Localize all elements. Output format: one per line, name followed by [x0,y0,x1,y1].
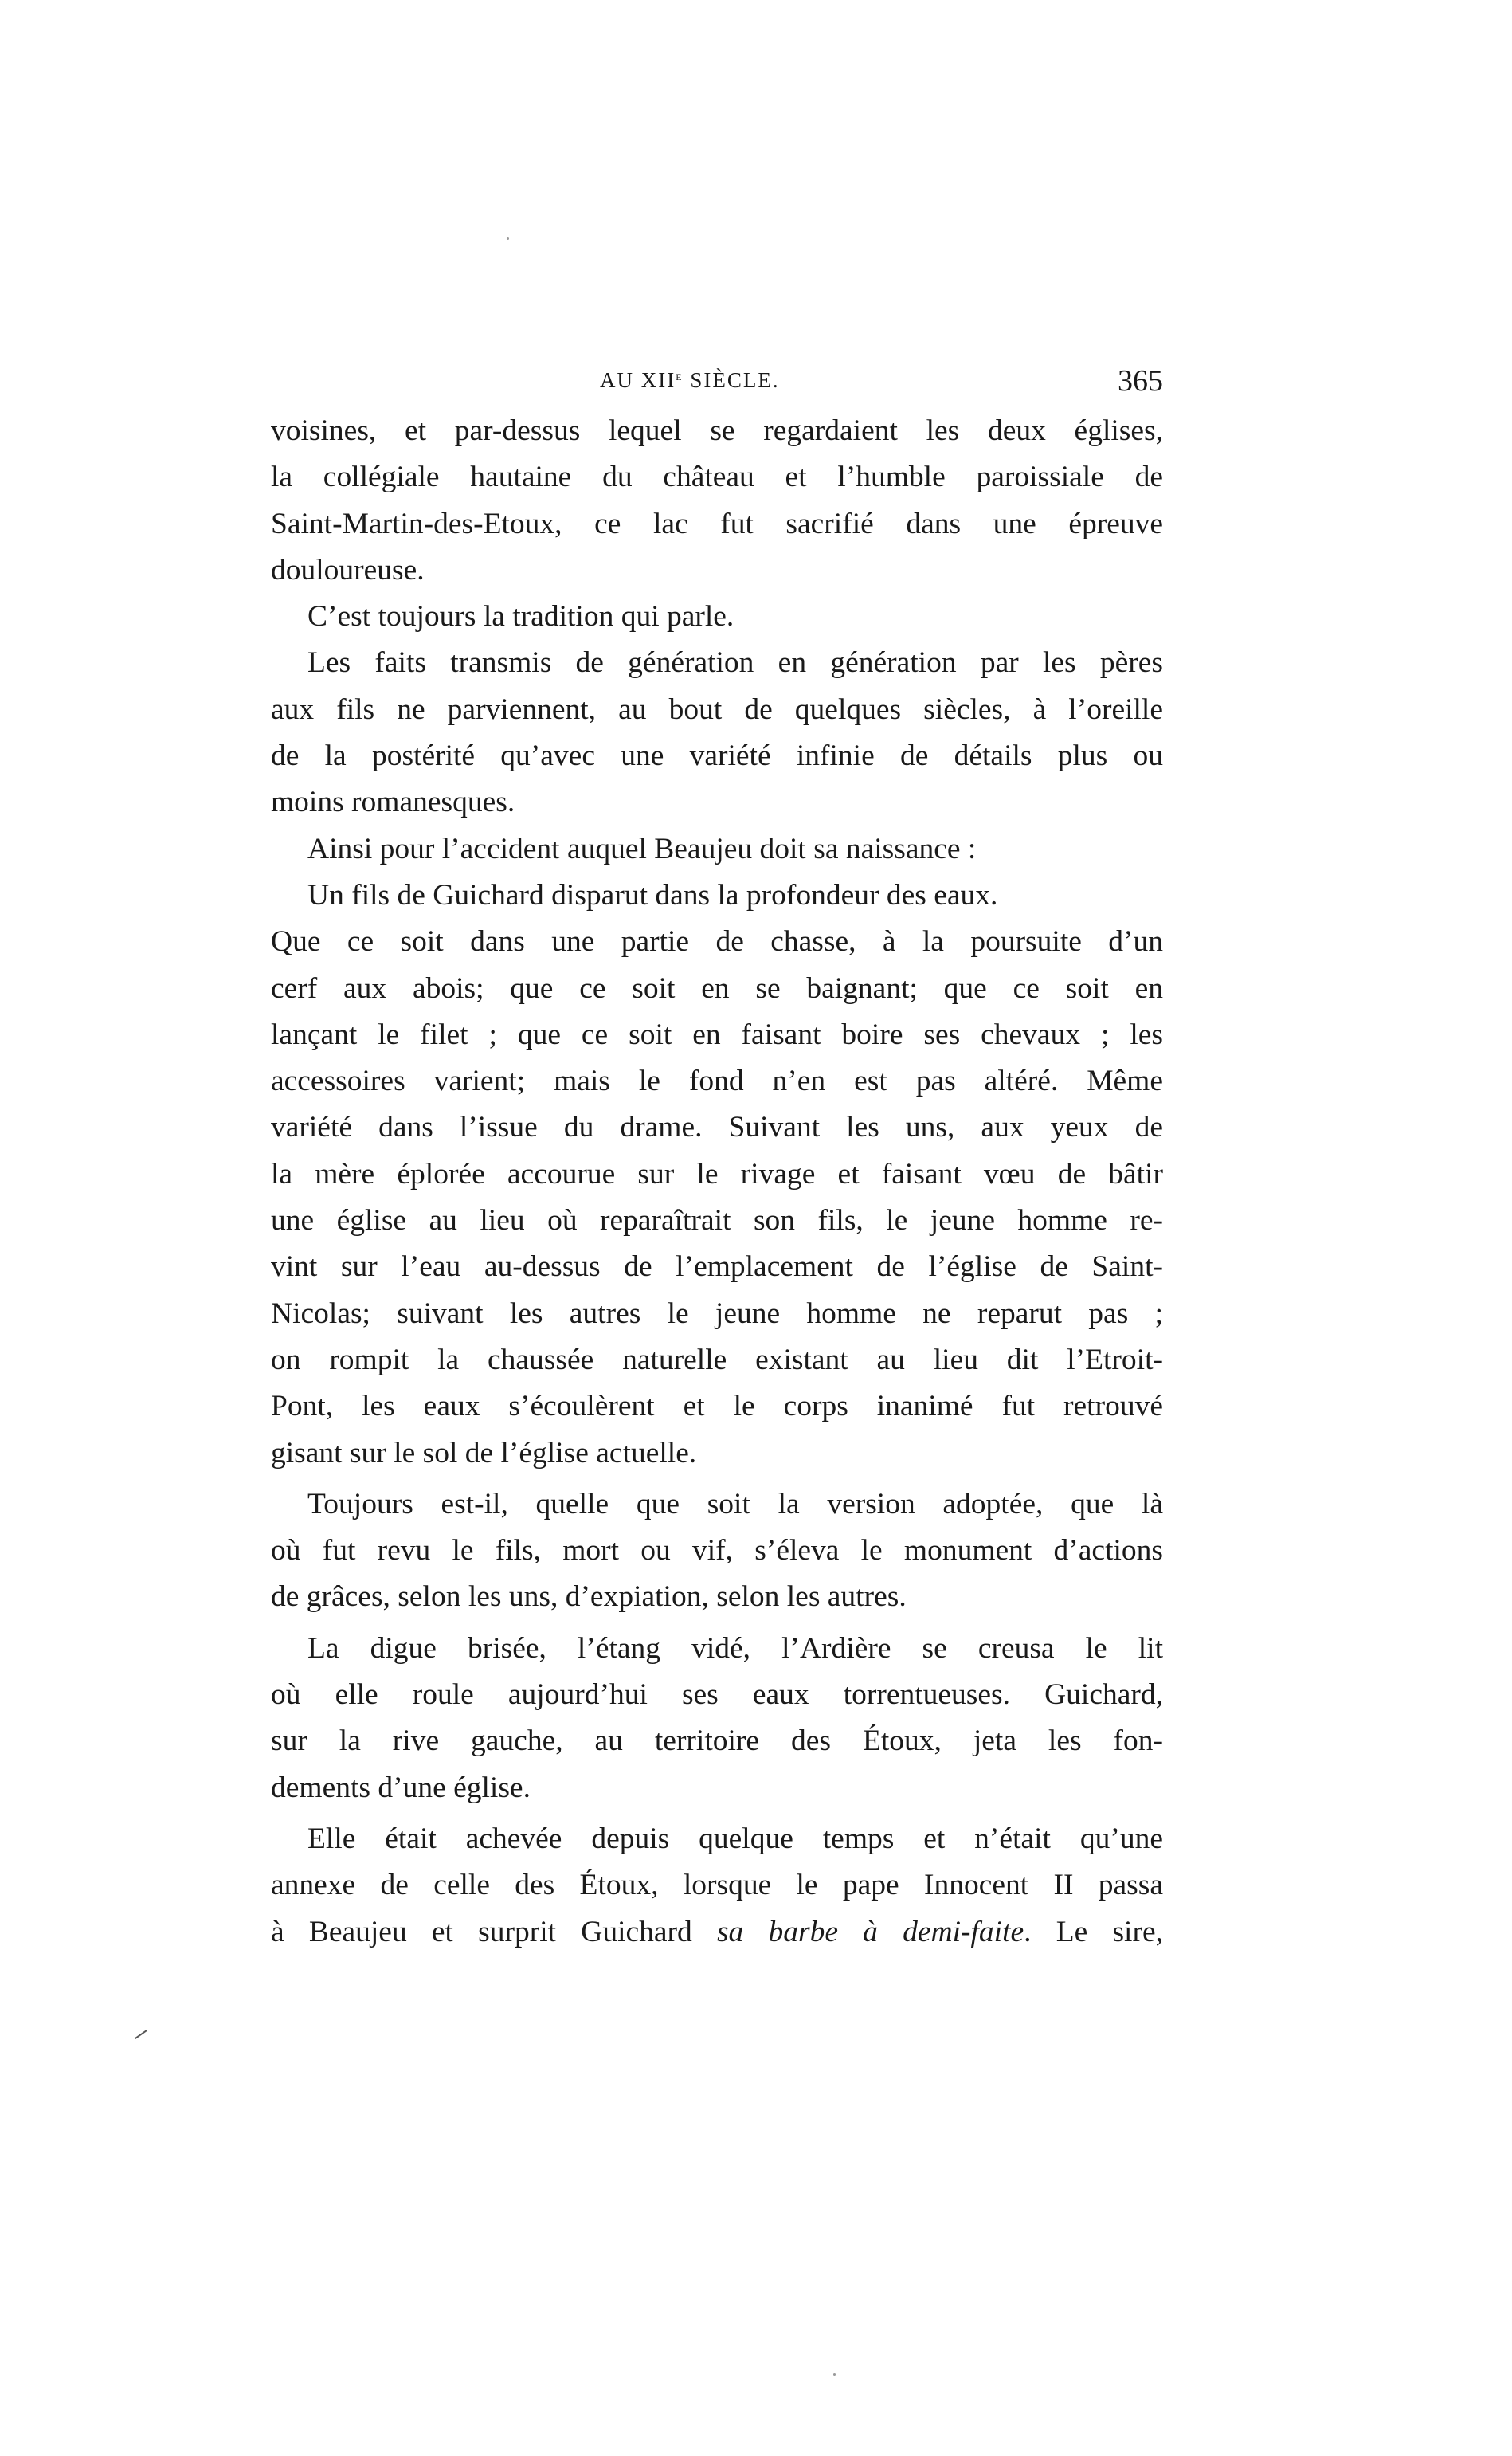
text-line: voisines, et par-dessus lequel se regardaient les deux églises, [271,414,1163,447]
text-line: Toujours est-il, quelle que soit la version adoptée, que là [307,1487,1163,1520]
running-title: AU XIIe SIÈCLE. [600,368,780,392]
running-head [271,363,1163,403]
page-number: 365 [1118,364,1163,398]
text-line: aux fils ne parviennent, au bout de quelques siècles, à l’oreille [271,692,1163,726]
text-line: de la postérité qu’avec une variété infinie de détails plus ou [271,740,1163,773]
text-line: C’est toujours la tradition qui parle. [307,600,734,634]
text-line: moins romanesques. [271,786,515,819]
margin-mark [135,2030,147,2039]
text-line: sur la rive gauche, au territoire des Étoux, jeta les fon- [271,1724,1163,1758]
text-line: on rompit la chaussée naturelle existant au lieu dit l’Etroit- [271,1343,1163,1376]
body-text [271,408,1163,1956]
text-line: cerf aux abois; que ce soit en se baignant; que ce soit en [271,971,1163,1005]
text-line: Pont, les eaux s’écoulèrent et le corps inanimé fut retrouvé [271,1390,1163,1423]
text-line: la mère éplorée accourue sur le rivage et faisant vœu de bâtir [271,1157,1163,1191]
text-line: Les faits transmis de génération en génération par les pères [307,646,1163,680]
text-line: accessoires varient; mais le fond n’en est pas altéré. Même [271,1065,1163,1098]
text-line: Que ce soit dans une partie de chasse, à la poursuite d’un [271,925,1163,959]
text-line: une église au lieu où reparaîtrait son fils, le jeune homme re- [271,1204,1163,1238]
paper-speck [507,237,509,240]
text-line: Ainsi pour l’accident auquel Beaujeu doit sa naissance : [307,832,977,865]
text-line: la collégiale hautaine du château et l’humble paroissiale de [271,461,1163,494]
text-line: Nicolas; suivant les autres le jeune homme ne reparut pas ; [271,1297,1163,1330]
text-line: de grâces, selon les uns, d’expiation, selon les autres. [271,1580,907,1614]
text-line-final: à Beaujeu et surprit Guichard sa barbe à demi-faite. Le sire, [271,1915,1163,1948]
text-line: douloureuse. [271,553,425,587]
italic-phrase: sa barbe à demi-faite [716,1915,1024,1948]
text-line: où elle roule aujourd’hui ses eaux torrentueuses. Guichard, [271,1678,1163,1712]
text-line: variété dans l’issue du drame. Suivant les uns, aux yeux de [271,1111,1163,1144]
text-line: La digue brisée, l’étang vidé, l’Ardière se creusa le lit [307,1631,1163,1665]
text-line: dements d’une église. [271,1771,531,1804]
text-line: Un fils de Guichard disparut dans la profondeur des eaux. [307,878,998,912]
text-line: lançant le filet ; que ce soit en faisant boire ses chevaux ; les [271,1018,1163,1051]
text-line: Elle était achevée depuis quelque temps et n’était qu’une [307,1822,1163,1855]
text-line: gisant sur le sol de l’église actuelle. [271,1436,697,1469]
text-line: Saint-Martin-des-Etoux, ce lac fut sacrifié dans une épreuve [271,507,1163,540]
text-line: vint sur l’eau au-dessus de l’emplacement de l’église de Saint- [271,1250,1163,1284]
text-line: annexe de celle des Étoux, lorsque le pape Innocent II passa [271,1869,1163,1902]
text-line: où fut revu le fils, mort ou vif, s’éleva le monument d’actions [271,1534,1163,1567]
paper-speck [833,2373,836,2376]
